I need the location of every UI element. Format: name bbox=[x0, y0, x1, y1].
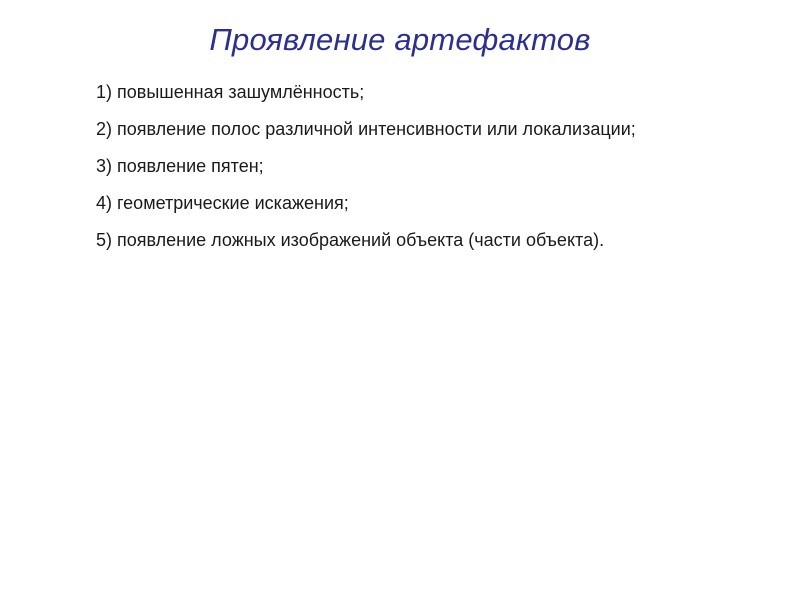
list-item: 3) появление пятен; bbox=[96, 156, 264, 176]
artifact-list bbox=[96, 80, 756, 265]
list-item: 5) появление ложных изображений объекта (части объекта). bbox=[96, 230, 605, 250]
list-item: 1) повышенная зашумлённость; bbox=[96, 82, 365, 102]
slide-title: Проявление артефактов bbox=[209, 22, 591, 57]
list-item: 4) геометрические искажения; bbox=[96, 193, 349, 213]
list-item: 2) появление полос различной интенсивности или локализации; bbox=[96, 119, 636, 139]
